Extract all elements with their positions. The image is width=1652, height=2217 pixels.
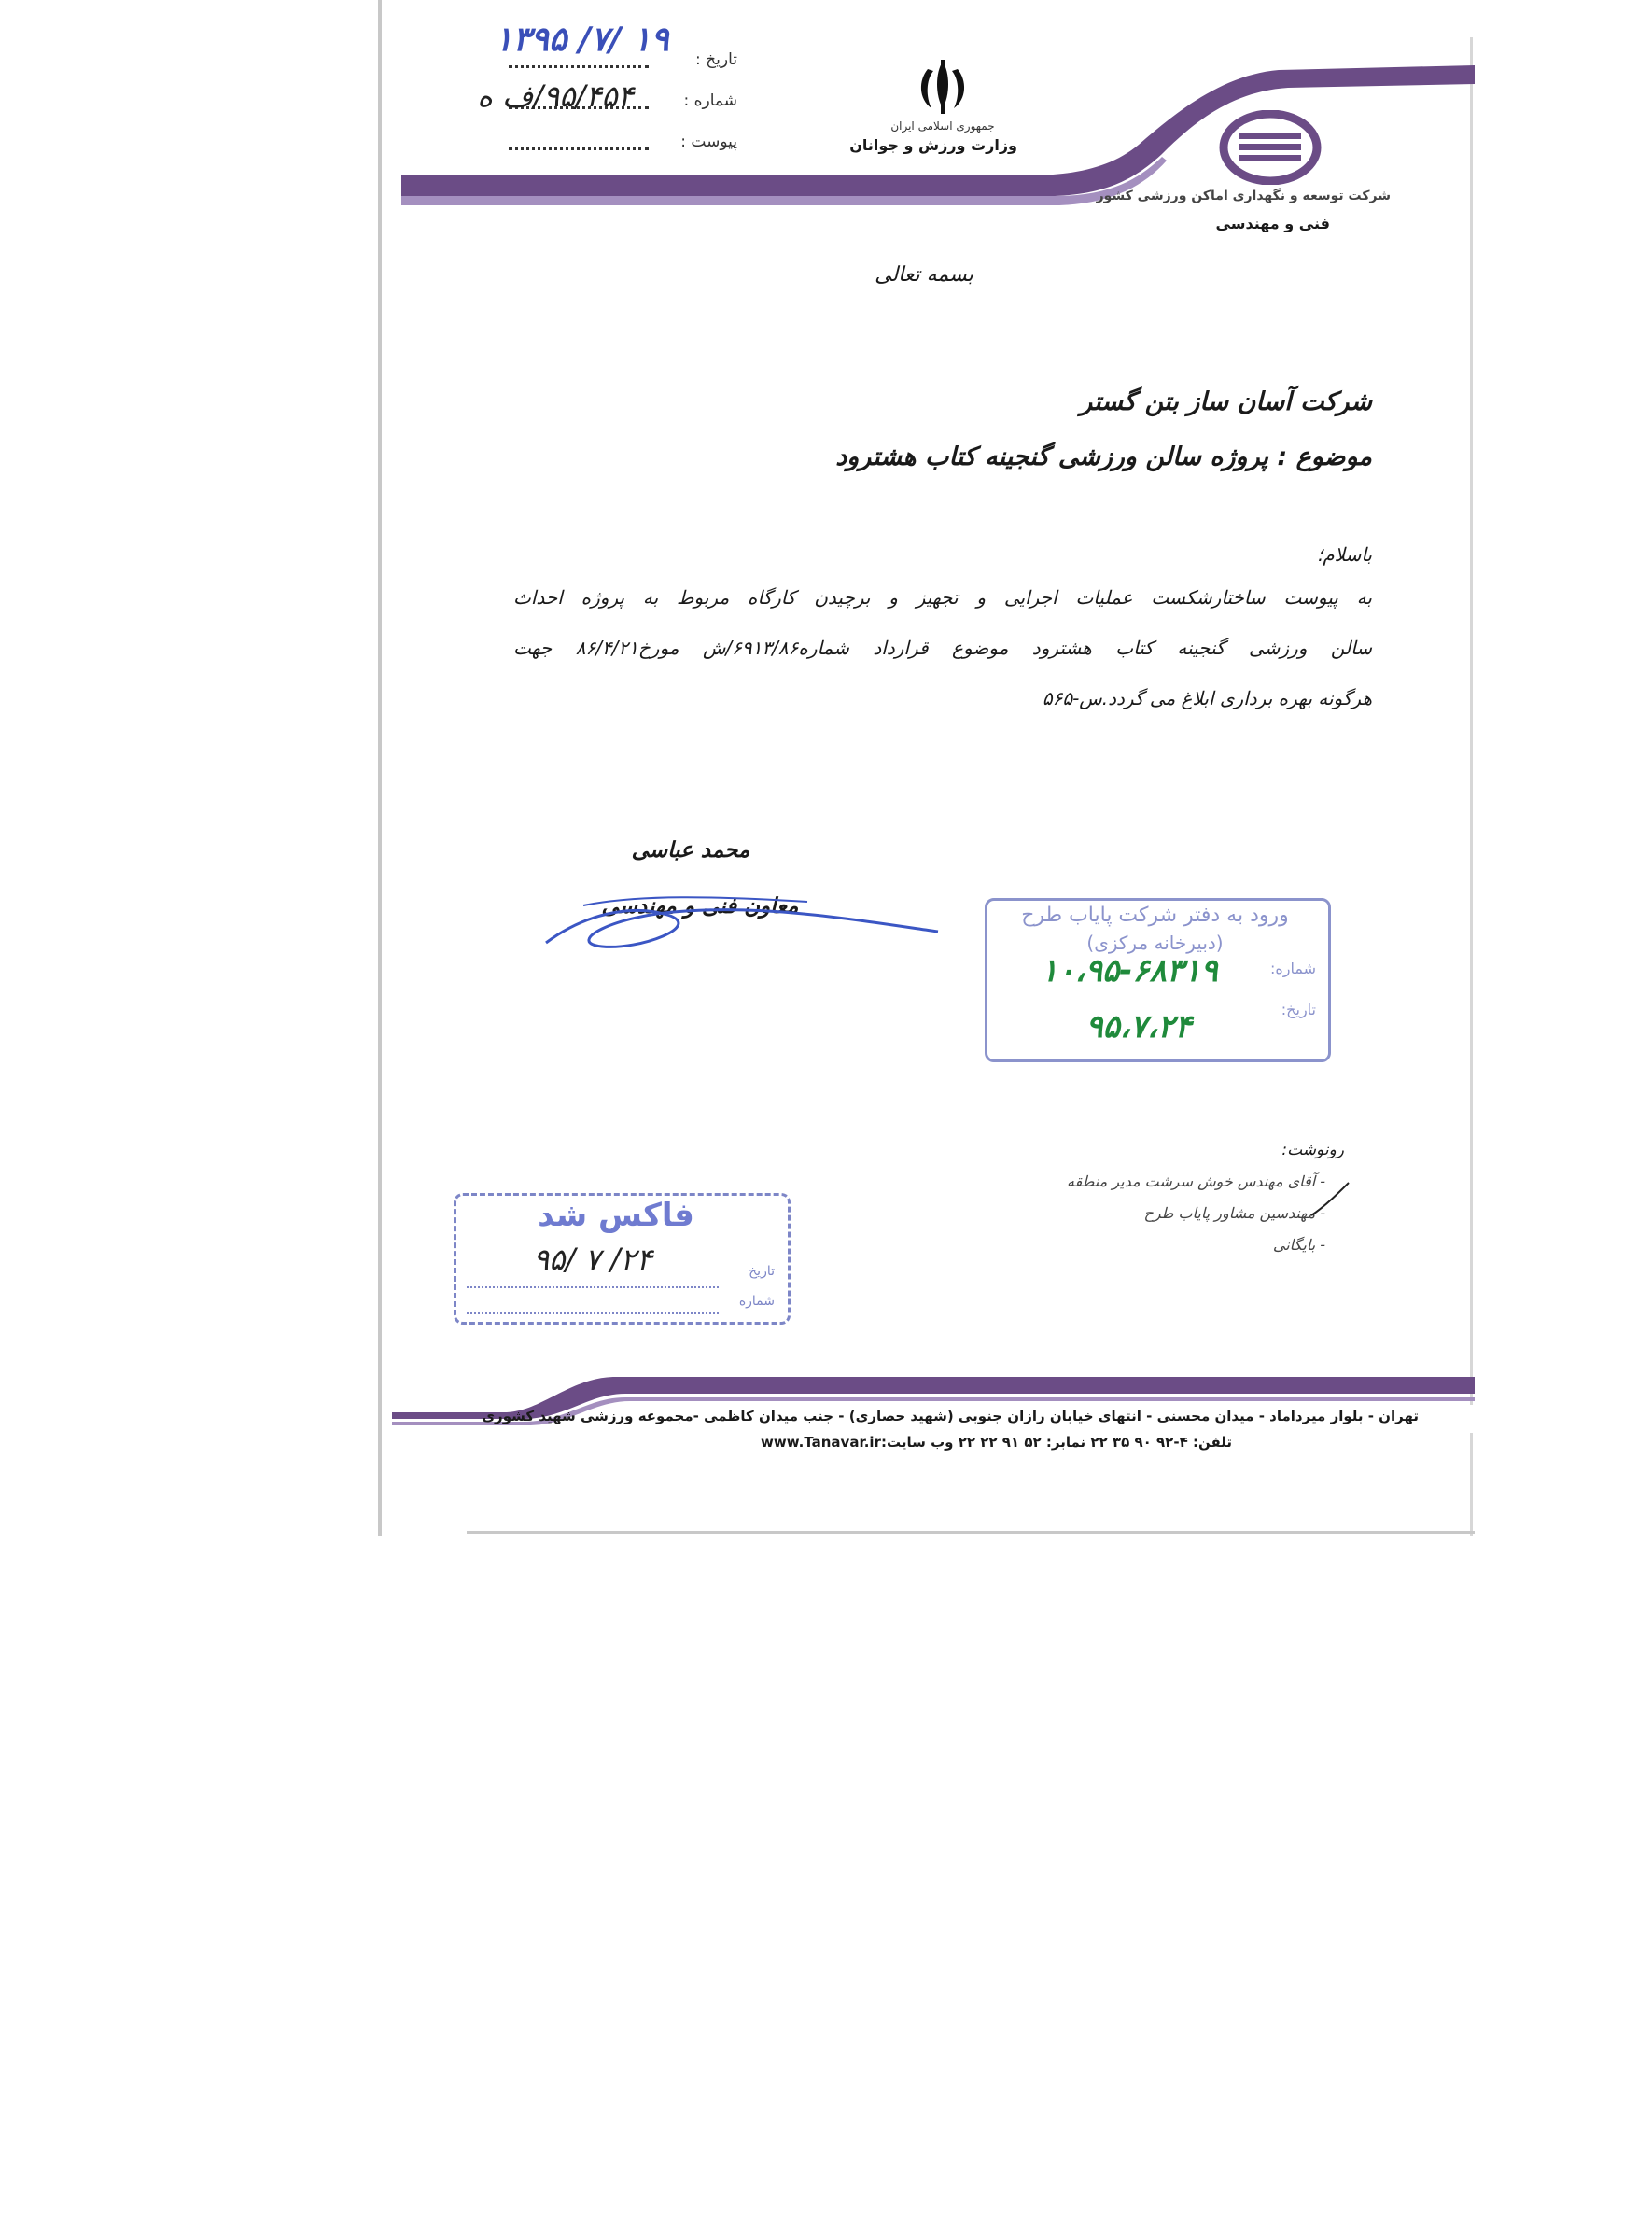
subject: موضوع : پروژه سالن ورزشی گنجینه کتاب هشترود <box>835 442 1372 471</box>
received-number-value: ۱۰،۹۵-۶۸۳۱۹ <box>1041 952 1218 989</box>
cc-title: رونوشت: <box>1281 1141 1344 1159</box>
cc-check-mark <box>1307 1178 1353 1225</box>
received-date-label: تاریخ: <box>1281 1001 1316 1018</box>
footer-contact: تلفن: ۴-۹۲ ۹۰ ۳۵ ۲۲ نمابر: ۵۲ ۹۱ ۲۲ ۲۲ وب سایت:www.Tanavar.ir <box>761 1434 1232 1451</box>
body-line-1: به پیوست ساختارشکست عملیات اجرایی و تجهیز و برچیدن کارگاه مربوط به پروژه احداث <box>513 586 1372 609</box>
handwritten-signature <box>527 877 957 961</box>
ministry-label: وزارت ورزش و جوانان <box>849 136 1017 154</box>
fax-date-line <box>467 1286 719 1288</box>
scan-edge-left <box>378 0 382 1536</box>
attachment-label: پیوست : <box>680 133 737 151</box>
received-stamp-line2: (دبیرخانه مرکزی) <box>1086 932 1224 954</box>
bismillah: بسمه تعالی <box>875 263 973 287</box>
signatory-title: معاون فنی و مهندسی <box>601 894 799 919</box>
received-date-value: ۹۵،۷،۲۴ <box>1085 1008 1192 1045</box>
fax-date-label: تاریخ <box>749 1264 775 1279</box>
recipient: شرکت آسان ساز بتن گستر <box>1080 387 1372 416</box>
handwritten-number: ۹۵/۴۵۴/ف ه <box>477 78 634 114</box>
cc-item: - آقای مهندس خوش سرشت مدیر منطقه <box>1067 1172 1325 1190</box>
fax-number-line <box>467 1312 719 1314</box>
company-name: شرکت توسعه و نگهداری اماکن ورزشی کشور <box>1096 189 1391 203</box>
body-line-3: هرگونه بهره برداری ابلاغ می گردد.س-۵۶۵ <box>1042 687 1372 709</box>
date-label: تاریخ : <box>695 50 737 69</box>
body-line-2: سالن ورزشی گنجینه کتاب هشترود موضوع قرارداد شماره۶۹۱۳/۸۶/ش مورخ۸۶/۴/۲۱ جهت <box>513 637 1373 659</box>
scan-edge-bottom <box>467 1531 1475 1534</box>
department-name: فنی و مهندسی <box>1215 215 1330 232</box>
signatory-name: محمد عباسی <box>631 838 750 863</box>
republic-label: جمهوری اسلامی ایران <box>890 119 995 133</box>
emblem-icon <box>915 58 971 116</box>
footer-address: تهران - بلوار میرداماد - میدان محسنی - انتهای خیابان رازان جنوبی (شهید حصاری) - جنب میدان کاظمی -مجموعه ورزشی شهید کشوری <box>482 1408 1419 1424</box>
greeting: باسلام؛ <box>1316 543 1372 566</box>
scan-edge-right <box>1470 37 1473 1536</box>
cc-item: - مهندسین مشاور پایاب طرح <box>1143 1204 1325 1222</box>
received-stamp-line1: ورود به دفتر شرکت پایاب طرح <box>1021 904 1289 927</box>
fax-stamp-title: فاکس شد <box>538 1197 694 1234</box>
fax-number-label: شماره <box>738 1294 775 1309</box>
date-dotted-line <box>509 65 649 68</box>
company-logo-icon <box>1219 110 1322 185</box>
received-number-label: شماره: <box>1269 960 1316 977</box>
number-label: شماره : <box>683 91 737 110</box>
attachment-dotted-line <box>509 147 649 150</box>
cc-item: - بایگانی <box>1272 1236 1325 1254</box>
handwritten-date: ۱۳۹۵ /۷/ ۱۹ <box>495 21 669 59</box>
fax-date-value: ۹۵/ ۷ /۲۴ <box>533 1242 652 1277</box>
